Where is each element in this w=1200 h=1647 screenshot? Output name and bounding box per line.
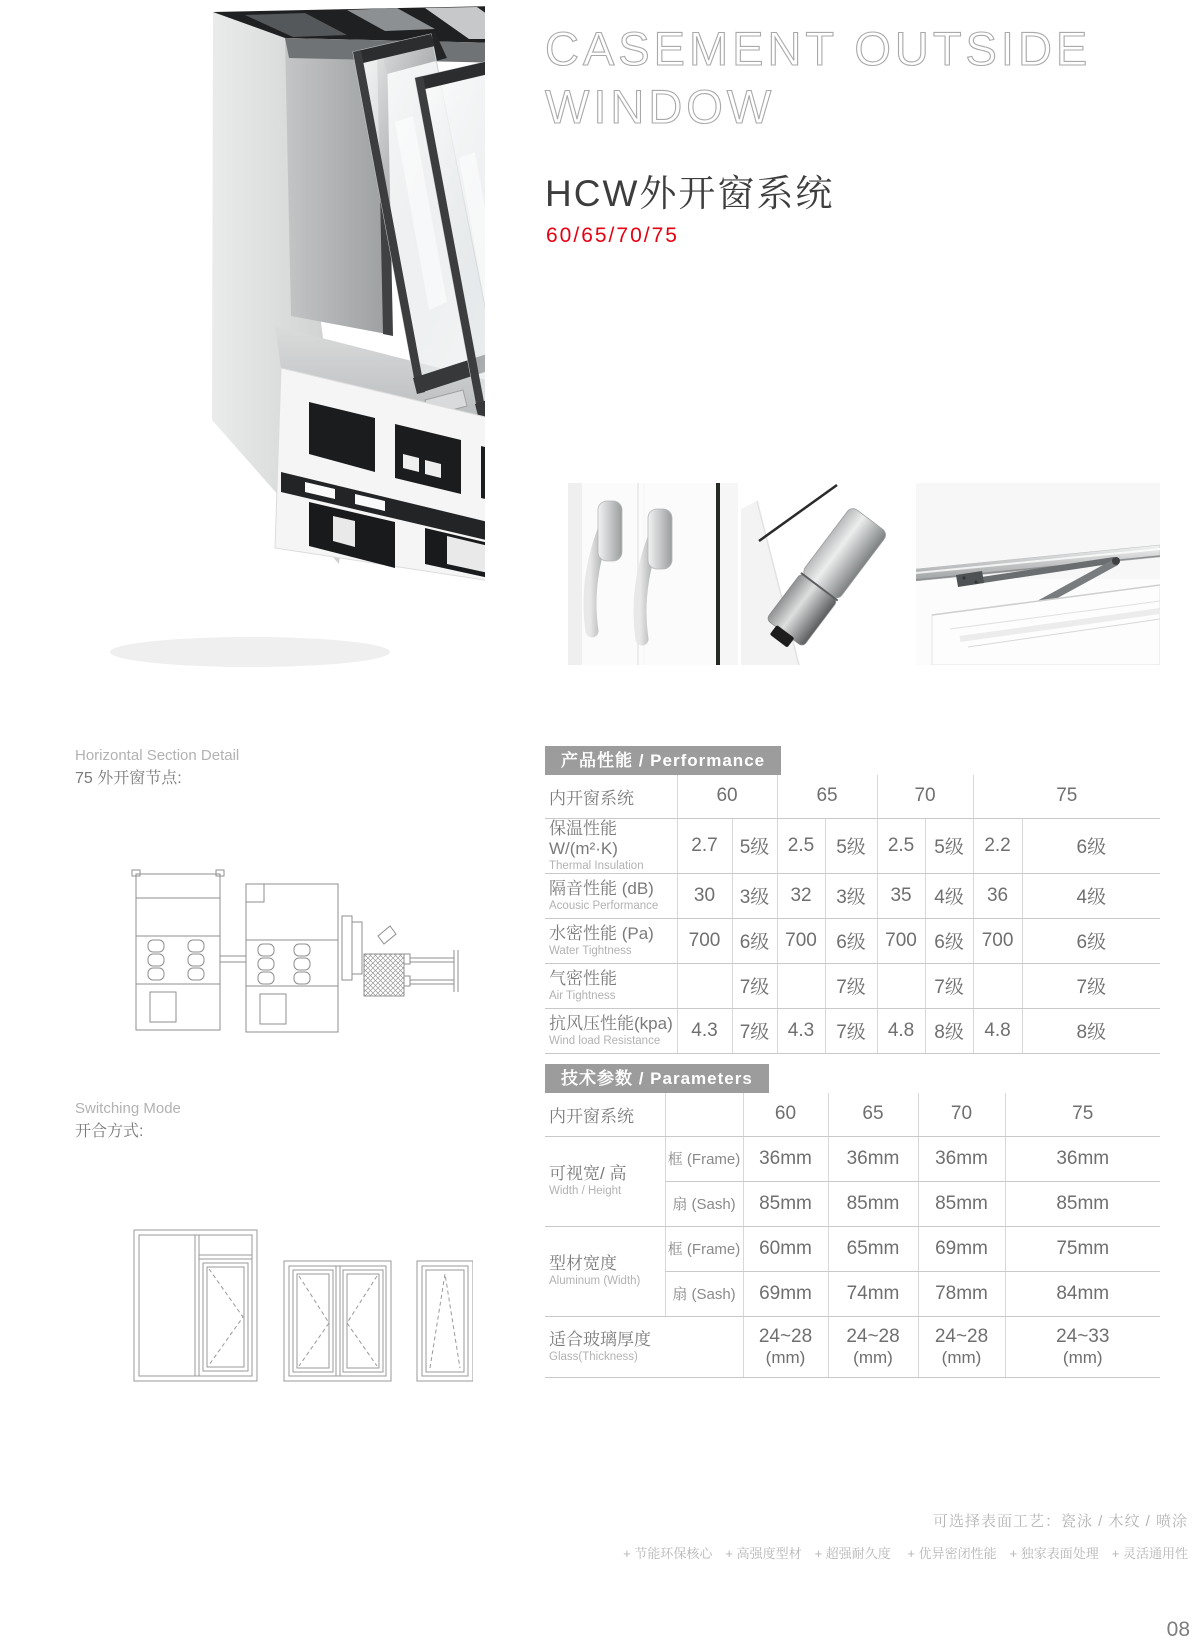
cell-value: 6级 [925,918,973,963]
cell-value: 4.3 [777,1008,825,1053]
cell-value: 8级 [925,1008,973,1053]
cell-value: 24~33 (mm) [1005,1316,1160,1377]
cell-value: 700 [777,918,825,963]
page-number: 08 [1166,1618,1190,1641]
empty-cell [665,1093,743,1136]
hinge-photo [741,483,913,665]
parameters-table [545,1093,1160,1378]
cell-value: 7级 [825,1008,877,1053]
cell-value: 24~28 (mm) [743,1316,828,1377]
sub-label: 框 (Frame) [665,1226,743,1271]
cell-value: 60mm [743,1226,828,1271]
cell-value: 2.5 [877,818,925,873]
cell-value: 7级 [825,963,877,1008]
cell-value: 85mm [1005,1181,1160,1226]
switching-mode-caption [75,1098,181,1144]
system-header: 70 [877,775,973,818]
system-header: 60 [743,1093,828,1136]
row-label: 内开窗系统 [545,775,677,818]
cell-value: 24~28 (mm) [918,1316,1005,1377]
caption-zh: 开合方式: [75,1123,144,1140]
table-row [545,1136,1160,1181]
cell-value: 5级 [825,818,877,873]
cell-value [677,963,732,1008]
cell-value: 5级 [732,818,777,873]
table-row [545,818,1160,873]
page-title-cn: HCW外开窗系统 [545,173,835,214]
cell-value: 24~28 (mm) [828,1316,918,1377]
system-header: 65 [777,775,877,818]
cell-value: 3级 [825,873,877,918]
horizontal-section-drawing [128,858,460,1038]
performance-section-bar: 产品性能 / Performance [545,746,781,775]
page-title-en [545,20,1091,136]
table-row [545,775,1160,818]
cell-value: 74mm [828,1271,918,1316]
cell-value: 36mm [828,1136,918,1181]
table-row [545,1008,1160,1053]
system-header: 75 [973,775,1160,818]
cell-value: 65mm [828,1226,918,1271]
row-label: 内开窗系统 [545,1093,665,1136]
row-label: 可视宽/ 高 Width / Height [545,1136,665,1226]
title-line1: CASEMENT OUTSIDE [545,22,1092,75]
cell-value: 4.3 [677,1008,732,1053]
title-line2: WINDOW [545,80,776,133]
window-opening-diagrams [133,1228,473,1386]
sub-label: 扇 (Sash) [665,1271,743,1316]
cell-value: 7级 [925,963,973,1008]
aluminum-profile-3d-render [95,2,485,690]
cell-value: 700 [877,918,925,963]
cell-value: 6级 [732,918,777,963]
row-label: 水密性能 (Pa) Water Tightness [545,918,677,963]
section-detail-caption [75,745,239,791]
cell-value: 2.7 [677,818,732,873]
friction-stay-arm-photo [916,483,1160,665]
cell-value [777,963,825,1008]
table-row [545,1093,1160,1136]
caption-zh: 75 外开窗节点: [75,770,182,787]
window-handles-photo [568,483,738,665]
cell-value: 6级 [1022,918,1160,963]
cell-value: 2.2 [973,818,1022,873]
cell-value: 75mm [1005,1226,1160,1271]
cell-value: 7级 [732,963,777,1008]
cell-value: 2.5 [777,818,825,873]
cell-value: 85mm [743,1181,828,1226]
system-header: 60 [677,775,777,818]
cell-value: 36mm [918,1136,1005,1181]
cell-value: 78mm [918,1271,1005,1316]
sub-label: 扇 (Sash) [665,1181,743,1226]
cell-value: 7级 [1022,963,1160,1008]
cell-value: 700 [973,918,1022,963]
table-row [545,1226,1160,1271]
table-row [545,873,1160,918]
cell-value: 4级 [925,873,973,918]
cell-value: 30 [677,873,732,918]
table-row [545,963,1160,1008]
cell-value: 4.8 [877,1008,925,1053]
system-header: 65 [828,1093,918,1136]
surface-options-note: 可选择表面工艺：瓷泳 / 木纹 / 喷涂 [932,1513,1188,1530]
cell-value: 4.8 [973,1008,1022,1053]
cell-value: 85mm [828,1181,918,1226]
cell-value: 7级 [732,1008,777,1053]
sub-label: 框 (Frame) [665,1136,743,1181]
cell-value: 36mm [1005,1136,1160,1181]
cell-value: 36mm [743,1136,828,1181]
caption-en: Switching Mode [75,1100,181,1117]
table-row [545,1316,1160,1377]
cell-value: 36 [973,873,1022,918]
feature-list: + 节能环保核心 + 高强度型材 + 超强耐久度 + 优异密闭性能 + 独家表面处理 + 灵活通用性 [623,1546,1188,1561]
row-label: 保温性能W/(m²·K) Thermal Insulation [545,818,677,873]
cell-value: 84mm [1005,1271,1160,1316]
row-label: 隔音性能 (dB) Acousic Performance [545,873,677,918]
row-label: 气密性能 Air Tightness [545,963,677,1008]
cell-value [877,963,925,1008]
model-series: 60/65/70/75 [546,224,679,247]
performance-table [545,775,1160,1054]
cell-value: 6级 [1022,818,1160,873]
cell-value: 69mm [743,1271,828,1316]
row-label: 适合玻璃厚度 Glass(Thickness) [545,1316,743,1377]
cell-value: 700 [677,918,732,963]
cell-value [973,963,1022,1008]
parameters-section-bar: 技术参数 / Parameters [545,1064,769,1093]
cell-value: 6级 [825,918,877,963]
row-label: 抗风压性能(kpa) Wind load Resistance [545,1008,677,1053]
cell-value: 85mm [918,1181,1005,1226]
row-label: 型材宽度 Aluminum (Width) [545,1226,665,1316]
cell-value: 32 [777,873,825,918]
cell-value: 35 [877,873,925,918]
cell-value: 8级 [1022,1008,1160,1053]
cell-value: 3级 [732,873,777,918]
cell-value: 5级 [925,818,973,873]
cell-value: 4级 [1022,873,1160,918]
table-row [545,918,1160,963]
system-header: 75 [1005,1093,1160,1136]
caption-en: Horizontal Section Detail [75,747,240,764]
cell-value: 69mm [918,1226,1005,1271]
system-header: 70 [918,1093,1005,1136]
